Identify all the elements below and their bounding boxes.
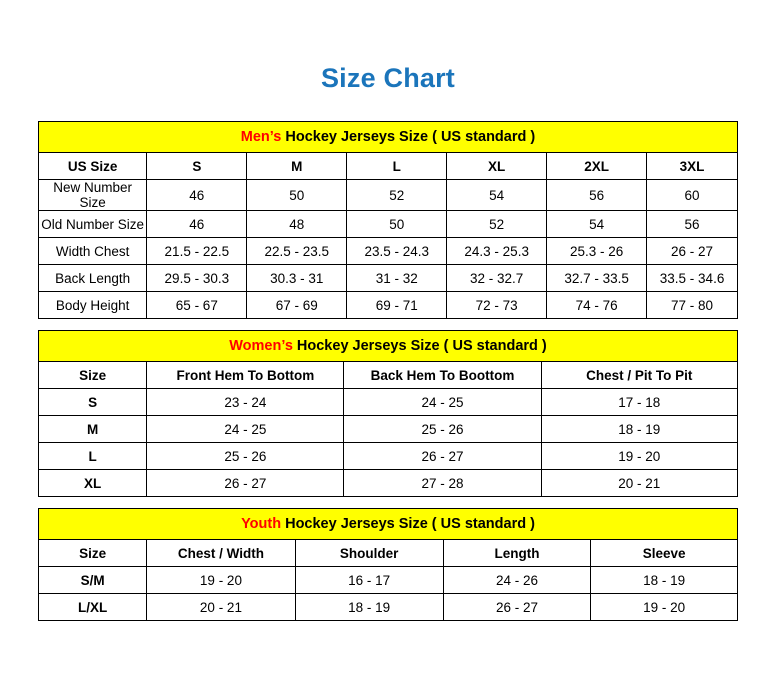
womens-section-heading-row <box>39 331 738 362</box>
mens-section-heading <box>39 122 738 153</box>
mens-row-1-val-1: 48 <box>247 211 347 238</box>
mens-row-4-val-5: 77 - 80 <box>647 292 738 319</box>
mens-col-5: 2XL <box>547 153 647 180</box>
womens-col-2: Back Hem To Boottom <box>344 362 541 389</box>
mens-row-2-label: Width Chest <box>39 238 147 265</box>
table-row <box>39 567 738 594</box>
youth-row-1-val-2: 26 - 27 <box>443 594 590 621</box>
mens-col-2: M <box>247 153 347 180</box>
womens-col-3: Chest / Pit To Pit <box>541 362 737 389</box>
womens-col-0: Size <box>39 362 147 389</box>
womens-row-2-val-0: 25 - 26 <box>147 443 344 470</box>
mens-row-0-val-4: 56 <box>547 180 647 211</box>
womens-section-heading <box>39 331 738 362</box>
table-row <box>39 180 738 211</box>
youth-heading-rest: Hockey Jerseys Size ( US standard ) <box>281 516 535 532</box>
mens-size-table <box>38 121 738 319</box>
mens-col-4: XL <box>447 153 547 180</box>
mens-row-1-val-0: 46 <box>147 211 247 238</box>
womens-heading-accent: Women’s <box>229 338 293 354</box>
mens-heading-accent: Men’s <box>240 129 282 145</box>
womens-row-3-val-1: 27 - 28 <box>344 470 541 497</box>
mens-row-2-val-0: 21.5 - 22.5 <box>147 238 247 265</box>
mens-row-4-val-0: 65 - 67 <box>147 292 247 319</box>
mens-row-0-val-5: 60 <box>647 180 738 211</box>
mens-heading-rest: Hockey Jerseys Size ( US standard ) <box>281 129 536 145</box>
table-row <box>39 292 738 319</box>
mens-row-0-val-0: 46 <box>147 180 247 211</box>
mens-row-0-val-2: 52 <box>347 180 447 211</box>
table-row <box>39 211 738 238</box>
womens-row-2-val-1: 26 - 27 <box>344 443 541 470</box>
mens-row-2-val-2: 23.5 - 24.3 <box>347 238 447 265</box>
womens-row-1-val-1: 25 - 26 <box>344 416 541 443</box>
table-row <box>39 265 738 292</box>
mens-row-0-label: New Number Size <box>39 180 147 211</box>
youth-row-0-val-2: 24 - 26 <box>443 567 590 594</box>
youth-row-1-val-3: 19 - 20 <box>591 594 738 621</box>
mens-row-1-val-5: 56 <box>647 211 738 238</box>
youth-heading-accent: Youth <box>241 516 282 532</box>
mens-col-1: S <box>147 153 247 180</box>
size-chart-tables <box>38 121 738 621</box>
womens-row-0-label: S <box>39 389 147 416</box>
mens-row-4-val-3: 72 - 73 <box>447 292 547 319</box>
youth-section-heading-row <box>39 509 738 540</box>
womens-row-2-val-2: 19 - 20 <box>541 443 737 470</box>
youth-row-0-val-3: 18 - 19 <box>591 567 738 594</box>
mens-row-3-label: Back Length <box>39 265 147 292</box>
womens-row-0-val-0: 23 - 24 <box>147 389 344 416</box>
spacer-after-womens <box>38 497 738 508</box>
youth-row-1-label: L/XL <box>39 594 147 621</box>
youth-col-0: Size <box>39 540 147 567</box>
womens-row-0-val-1: 24 - 25 <box>344 389 541 416</box>
womens-row-3-val-2: 20 - 21 <box>541 470 737 497</box>
mens-column-header-row <box>39 153 738 180</box>
womens-row-3-val-0: 26 - 27 <box>147 470 344 497</box>
table-row <box>39 443 738 470</box>
mens-row-2-val-5: 26 - 27 <box>647 238 738 265</box>
mens-row-4-val-4: 74 - 76 <box>547 292 647 319</box>
mens-row-3-val-4: 32.7 - 33.5 <box>547 265 647 292</box>
table-row <box>39 594 738 621</box>
youth-section-heading <box>39 509 738 540</box>
mens-row-2-val-1: 22.5 - 23.5 <box>247 238 347 265</box>
mens-row-0-val-1: 50 <box>247 180 347 211</box>
womens-row-1-label: M <box>39 416 147 443</box>
youth-row-0-val-1: 16 - 17 <box>295 567 443 594</box>
mens-row-1-val-2: 50 <box>347 211 447 238</box>
womens-col-1: Front Hem To Bottom <box>147 362 344 389</box>
mens-row-4-label: Body Height <box>39 292 147 319</box>
mens-row-1-label: Old Number Size <box>39 211 147 238</box>
table-row <box>39 238 738 265</box>
youth-size-table <box>38 508 738 621</box>
youth-col-4: Sleeve <box>591 540 738 567</box>
mens-row-4-val-1: 67 - 69 <box>247 292 347 319</box>
youth-row-1-val-1: 18 - 19 <box>295 594 443 621</box>
youth-col-2: Shoulder <box>295 540 443 567</box>
mens-row-3-val-3: 32 - 32.7 <box>447 265 547 292</box>
mens-row-3-val-2: 31 - 32 <box>347 265 447 292</box>
mens-section-heading-row <box>39 122 738 153</box>
womens-column-header-row <box>39 362 738 389</box>
womens-heading-rest: Hockey Jerseys Size ( US standard ) <box>292 338 547 354</box>
womens-row-1-val-2: 18 - 19 <box>541 416 737 443</box>
youth-column-header-row <box>39 540 738 567</box>
mens-col-0: US Size <box>39 153 147 180</box>
youth-row-0-label: S/M <box>39 567 147 594</box>
mens-row-2-val-3: 24.3 - 25.3 <box>447 238 547 265</box>
mens-row-0-val-3: 54 <box>447 180 547 211</box>
womens-row-1-val-0: 24 - 25 <box>147 416 344 443</box>
table-row <box>39 470 738 497</box>
youth-col-1: Chest / Width <box>147 540 295 567</box>
mens-row-1-val-4: 54 <box>547 211 647 238</box>
table-row <box>39 416 738 443</box>
spacer-after-mens <box>38 319 738 330</box>
womens-row-0-val-2: 17 - 18 <box>541 389 737 416</box>
table-row <box>39 389 738 416</box>
womens-size-table <box>38 330 738 497</box>
mens-row-1-val-3: 52 <box>447 211 547 238</box>
womens-row-2-label: L <box>39 443 147 470</box>
youth-row-1-val-0: 20 - 21 <box>147 594 295 621</box>
mens-col-3: L <box>347 153 447 180</box>
mens-row-4-val-2: 69 - 71 <box>347 292 447 319</box>
mens-row-3-val-0: 29.5 - 30.3 <box>147 265 247 292</box>
page-title: Size Chart <box>320 63 456 93</box>
youth-row-0-val-0: 19 - 20 <box>147 567 295 594</box>
youth-col-3: Length <box>443 540 590 567</box>
mens-row-3-val-5: 33.5 - 34.6 <box>647 265 738 292</box>
mens-row-3-val-1: 30.3 - 31 <box>247 265 347 292</box>
mens-col-6: 3XL <box>647 153 738 180</box>
womens-row-3-label: XL <box>39 470 147 497</box>
mens-row-2-val-4: 25.3 - 26 <box>547 238 647 265</box>
